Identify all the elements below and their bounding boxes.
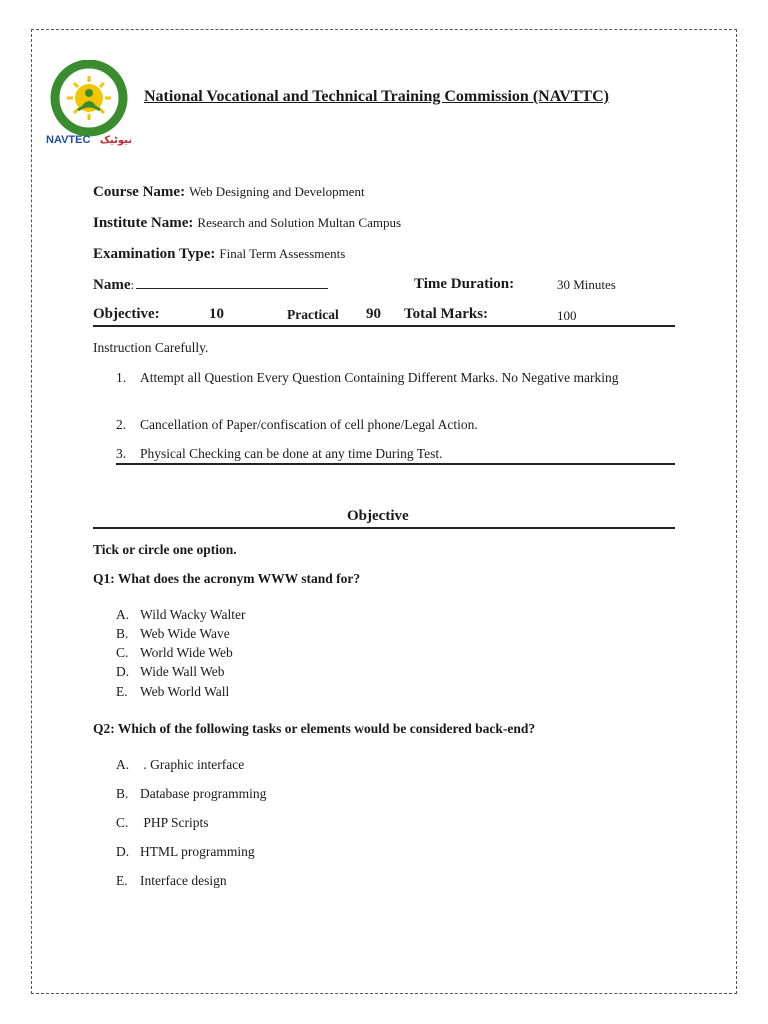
objective-label: Objective: bbox=[93, 306, 160, 322]
practical-value: 90 bbox=[366, 306, 381, 322]
q1-option-a[interactable] bbox=[116, 607, 246, 623]
instruction-item-1 bbox=[116, 369, 656, 405]
option-text: HTML programming bbox=[140, 844, 255, 859]
question-1: Q1: What does the acronym WWW stand for? bbox=[93, 571, 361, 586]
question-2: Q2: Which of the following tasks or elements would be considered back-end? bbox=[93, 721, 536, 736]
q2-option-a[interactable] bbox=[116, 757, 244, 773]
option-key: D. bbox=[116, 844, 130, 859]
option-text: Web Wide Wave bbox=[140, 626, 230, 641]
instructions-divider bbox=[116, 463, 675, 465]
instructions-heading: Instruction Carefully. bbox=[93, 340, 209, 355]
instruction-text: Physical Checking can be done at any time During Test. bbox=[140, 446, 443, 461]
logo-wordmark: NAVTEC bbox=[46, 134, 91, 146]
q2-option-c[interactable] bbox=[116, 815, 209, 831]
q2-option-b[interactable] bbox=[116, 786, 266, 802]
exam-row bbox=[93, 245, 345, 263]
practical-label: Practical bbox=[287, 307, 339, 322]
q1-option-c[interactable] bbox=[116, 645, 233, 661]
institute-label: Institute Name: bbox=[93, 215, 194, 231]
objective-value: 10 bbox=[209, 306, 224, 322]
course-label: Course Name: bbox=[93, 184, 186, 200]
option-key: A. bbox=[116, 607, 130, 622]
instruction-item-2 bbox=[116, 416, 656, 434]
name-row bbox=[93, 275, 328, 294]
option-key: B. bbox=[116, 626, 129, 641]
section-instruction: Tick or circle one option. bbox=[93, 542, 237, 557]
course-value: Web Designing and Development bbox=[189, 184, 365, 199]
total-label: Total Marks: bbox=[404, 306, 489, 322]
total-value: 100 bbox=[557, 308, 577, 323]
option-key: C. bbox=[116, 645, 129, 660]
option-text: . Graphic interface bbox=[140, 757, 245, 772]
info-divider bbox=[93, 325, 675, 327]
q2-option-d[interactable] bbox=[116, 844, 255, 860]
instruction-num: 1. bbox=[116, 370, 127, 385]
option-key: C. bbox=[116, 815, 129, 830]
time-value: 30 Minutes bbox=[557, 277, 616, 292]
name-colon: : bbox=[130, 277, 135, 292]
instruction-item-3 bbox=[116, 445, 656, 463]
option-text: World Wide Web bbox=[140, 645, 233, 660]
q1-option-d[interactable] bbox=[116, 664, 225, 680]
option-key: A. bbox=[116, 757, 130, 772]
institute-row bbox=[93, 214, 401, 232]
option-key: D. bbox=[116, 664, 130, 679]
instruction-text: Attempt all Question Every Question Containing Different Marks. No Negative marking bbox=[140, 370, 619, 385]
q1-option-e[interactable] bbox=[116, 684, 229, 700]
option-text: Interface design bbox=[140, 873, 227, 888]
q2-option-e[interactable] bbox=[116, 873, 227, 889]
instruction-num: 2. bbox=[116, 417, 127, 432]
logo-urdu: نیوٹیک bbox=[99, 135, 132, 146]
option-text: PHP Scripts bbox=[140, 815, 209, 830]
section-divider bbox=[93, 527, 675, 529]
option-text: Database programming bbox=[140, 786, 267, 801]
instruction-num: 3. bbox=[116, 446, 127, 461]
navtec-logo bbox=[44, 60, 134, 150]
name-blank-line[interactable] bbox=[136, 275, 328, 289]
exam-value: Final Term Assessments bbox=[219, 246, 346, 261]
institute-value: Research and Solution Multan Campus bbox=[197, 215, 402, 230]
course-row bbox=[93, 183, 365, 201]
option-key: E. bbox=[116, 684, 128, 699]
time-label: Time Duration: bbox=[414, 276, 515, 292]
name-label: Name bbox=[93, 277, 131, 293]
exam-label: Examination Type: bbox=[93, 246, 216, 262]
section-heading: Objective bbox=[347, 508, 409, 524]
instruction-text: Cancellation of Paper/confiscation of cell phone/Legal Action. bbox=[140, 417, 478, 432]
page-title: National Vocational and Technical Training Commission (NAVTTC) bbox=[144, 88, 609, 105]
option-key: E. bbox=[116, 873, 128, 888]
option-text: Wild Wacky Walter bbox=[140, 607, 246, 622]
option-key: B. bbox=[116, 786, 129, 801]
option-text: Wide Wall Web bbox=[140, 664, 225, 679]
option-text: Web World Wall bbox=[140, 684, 230, 699]
q1-option-b[interactable] bbox=[116, 626, 230, 642]
